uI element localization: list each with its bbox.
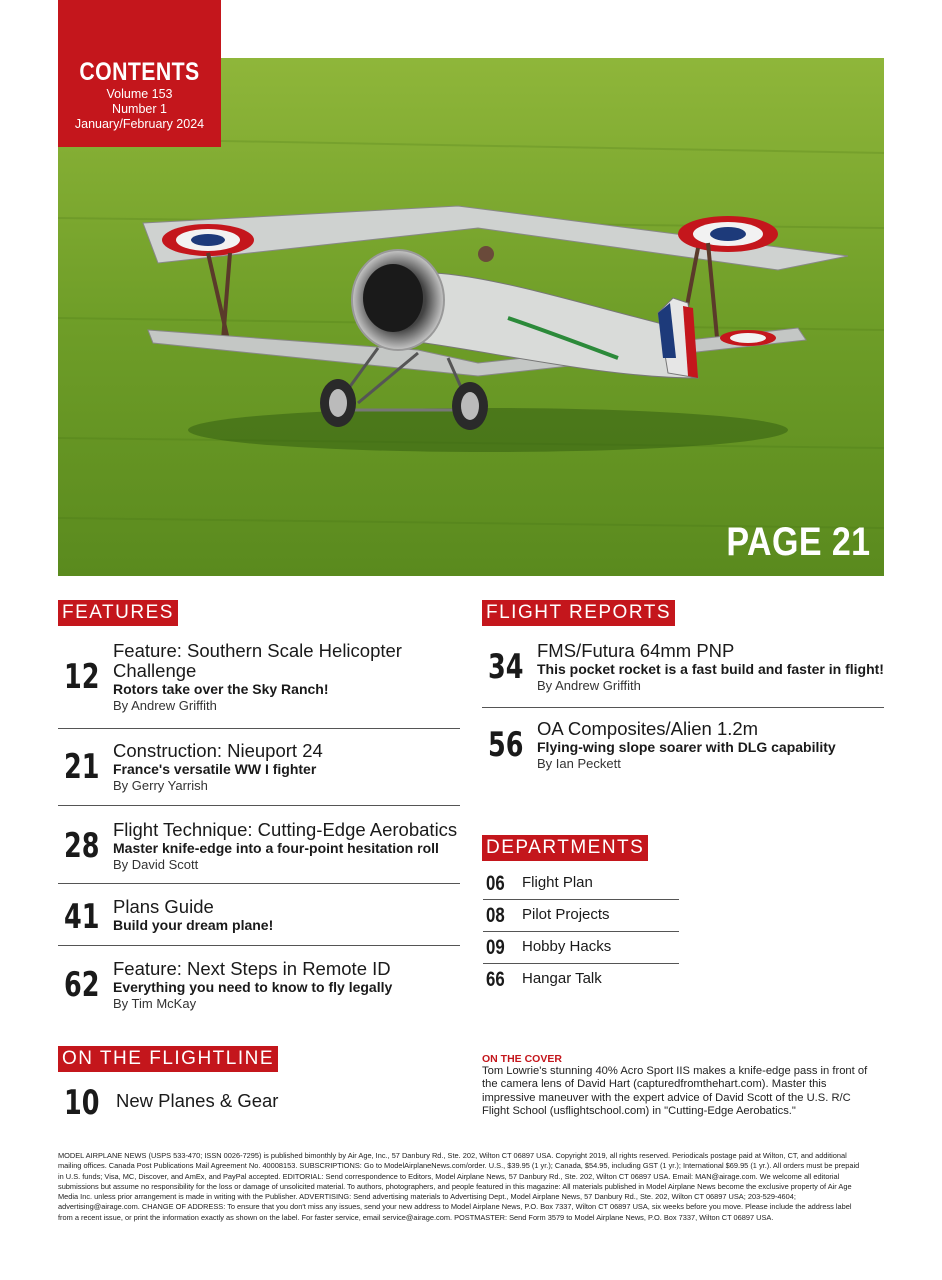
department-item-66[interactable] — [483, 964, 679, 996]
feature-title: Feature: Next Steps in Remote ID — [113, 958, 391, 979]
department-page-number: 66 — [486, 968, 505, 991]
feature-byline: By Tim McKay — [113, 996, 197, 1011]
flight-reports-heading: FLIGHT REPORTS — [482, 600, 675, 626]
department-label: Flight Plan — [522, 874, 593, 891]
contents-title: CONTENTS — [79, 58, 200, 86]
department-label: Hobby Hacks — [522, 938, 612, 955]
feature-item-28[interactable] — [58, 820, 460, 880]
department-item-09[interactable] — [483, 932, 679, 964]
report-page-number: 34 — [488, 647, 524, 687]
report-subtitle: This pocket rocket is a fast build and faster in flight! — [537, 661, 884, 677]
feature-page-number: 12 — [64, 657, 100, 697]
departments-heading: DEPARTMENTS — [482, 835, 648, 861]
department-page-number: 09 — [486, 936, 505, 959]
feature-byline: By Andrew Griffith — [113, 698, 217, 713]
feature-page-number: 41 — [64, 897, 100, 937]
divider — [482, 707, 884, 708]
department-page-number: 06 — [486, 872, 505, 895]
feature-title: Flight Technique: Cutting-Edge Aerobatics — [113, 819, 458, 840]
flight-report-item-34[interactable] — [482, 641, 884, 701]
department-label: Hangar Talk — [522, 970, 602, 987]
contents-box — [58, 0, 221, 147]
feature-title: Construction: Nieuport 24 — [113, 740, 323, 761]
on-the-cover-text: Tom Lowrie's stunning 40% Acro Sport IIS makes a knife-edge pass in front of the camera lens of David Hart (capturedfromthehart.com). Master this impressive maneuver with the expert advice of David Scott of the U.S. R/C Flight School (usflightschool.com) in "Cutting-Edge Aerobatics." — [482, 1065, 868, 1117]
number-label: Number 1 — [112, 102, 167, 116]
flightline-item-10[interactable] — [58, 1083, 460, 1123]
flightline-heading: ON THE FLIGHTLINE — [58, 1046, 278, 1072]
issue-date: January/February 2024 — [74, 117, 205, 131]
feature-subtitle: France's versatile WW I fighter — [113, 761, 317, 777]
feature-title: Plans Guide — [113, 896, 214, 917]
on-the-cover-heading: ON THE COVER — [482, 1053, 562, 1065]
features-heading: FEATURES — [58, 600, 178, 626]
report-byline: By Andrew Griffith — [537, 678, 641, 693]
feature-item-21[interactable] — [58, 741, 460, 801]
department-page-number: 08 — [486, 904, 505, 927]
volume-label: Volume 153 — [106, 87, 173, 101]
department-item-08[interactable] — [483, 900, 679, 932]
report-title: OA Composites/Alien 1.2m — [537, 718, 759, 739]
divider — [58, 805, 460, 806]
report-page-number: 56 — [488, 725, 524, 765]
flightline-title: New Planes & Gear — [116, 1090, 279, 1111]
publication-fine-print: MODEL AIRPLANE NEWS (USPS 533-470; ISSN 0026-7295) is published bimonthly by Air Age, Inc., 57 Danbury Rd., Ste. 202, Wilton CT 06897 USA. Copyright 2019, all rights reserved. Periodicals postage paid at Wilton, CT, and additional mailing offices. Canada Post Publications Mail Agreement No. 40008153. SUBSCRIPTIONS: Go to ModelAirplaneNews.com/order. U.S., $39.95 (1 yr.); Canada, $54.95, including GST (1 yr.); International $69.95 (1 yr.). All orders must be prepaid in U.S. funds; Visa, MC, Discover, and AmEx, and PayPal accepted. EDITORIAL: Send correspondence to Editors, Model Airplane News, 57 Danbury Rd., Ste. 202, Wilton CT 06897 USA. Email: MAN@airage.com. We welcome all editorial submissions but assume no responsibility for the loss or damage of unsolicited material. To authors, photographers, and people featured in this magazine: All materials published in Model Airplane News become the exclusive property of Air Age Media Inc. unless prior arrangement is made in writing with the Publisher. ADVERTISING: Send advertising materials to Advertising Dept., Model Airplane News, 57 Danbury Rd., Ste. 202, Wilton CT 06897 USA; 203-529-4604; advertising@airage.com. CHANGE OF ADDRESS: To ensure that you don't miss any issues, send your new address to Model Airplane News, P.O. Box 7337, Wilton CT 06897 USA, six weeks before you move. Please include the address label from a recent issue, or print the information exactly as shown on the label. For faster service, email service@airage.com. POSTMASTER: Send Form 3579 to Model Airplane News, P.O. Box 7337, Wilton CT 06897 USA. — [58, 1151, 860, 1222]
feature-page-number: 21 — [64, 747, 100, 787]
feature-subtitle: Build your dream plane! — [113, 917, 274, 933]
divider — [58, 728, 460, 729]
report-subtitle: Flying-wing slope soarer with DLG capability — [537, 739, 836, 755]
feature-title: Feature: Southern Scale Helicopter Challenge — [113, 640, 402, 681]
flight-report-item-56[interactable] — [482, 719, 884, 779]
report-title: FMS/Futura 64mm PNP — [537, 640, 735, 661]
cover-page-reference: PAGE 21 — [725, 520, 870, 564]
feature-item-62[interactable] — [58, 959, 460, 1019]
feature-byline: By Gerry Yarrish — [113, 778, 208, 793]
department-label: Pilot Projects — [522, 906, 610, 923]
feature-page-number: 28 — [64, 826, 100, 866]
flightline-page-number: 10 — [64, 1083, 100, 1123]
feature-page-number: 62 — [64, 965, 100, 1005]
divider — [58, 883, 460, 884]
report-byline: By Ian Peckett — [537, 756, 621, 771]
department-item-06[interactable] — [483, 868, 679, 900]
feature-item-12[interactable] — [58, 641, 460, 721]
feature-byline: By David Scott — [113, 857, 199, 872]
feature-subtitle: Rotors take over the Sky Ranch! — [113, 681, 329, 697]
feature-subtitle: Everything you need to know to fly legally — [113, 979, 393, 995]
feature-item-41[interactable] — [58, 897, 460, 942]
divider — [58, 945, 460, 946]
feature-subtitle: Master knife-edge into a four-point hesitation roll — [113, 840, 439, 856]
